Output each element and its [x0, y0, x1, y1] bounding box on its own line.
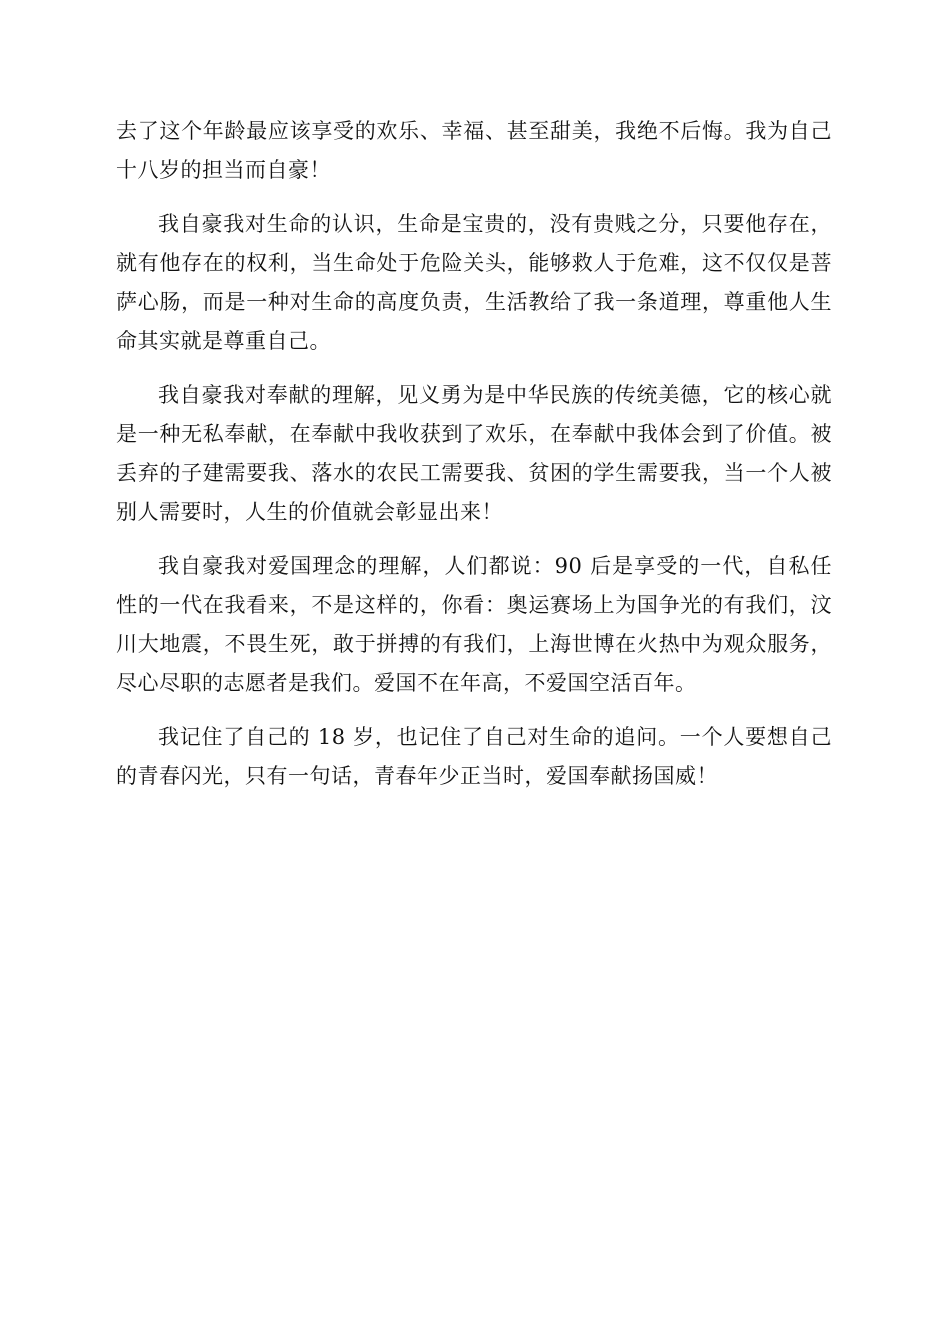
- paragraph-continuation: 去了这个年龄最应该享受的欢乐、幸福、甚至甜美，我绝不后悔。我为自己十八岁的担当而自豪！: [116, 119, 832, 182]
- paragraph-dedication: 我自豪我对奉献的理解，见义勇为是中华民族的传统美德，它的核心就是一种无私奉献，在奉献中我收获到了欢乐，在奉献中我体会到了价值。被丢弃的子建需要我、落水的农民工需要我、贫困的学生需要我，当一个人被别人需要时，人生的价值就会彰显出来！: [116, 383, 832, 524]
- paragraph-life: 我自豪我对生命的认识，生命是宝贵的，没有贵贱之分，只要他存在，就有他存在的权利，当生命处于危险关头，能够救人于危难，这不仅仅是菩萨心肠，而是一种对生命的高度负责，生活教给了我一条道理，尊重他人生命其实就是尊重自己。: [116, 212, 832, 353]
- document-body: [116, 112, 832, 811]
- paragraph-conclusion: 我记住了自己的 18 岁，也记住了自己对生命的追问。一个人要想自己的青春闪光，只有一句话，青春年少正当时，爱国奉献扬国威！: [116, 725, 832, 788]
- paragraph-patriotism: 我自豪我对爱国理念的理解，人们都说：90 后是享受的一代，自私任性的一代在我看来，不是这样的，你看：奥运赛场上为国争光的有我们，汶川大地震，不畏生死，敢于拼搏的有我们，上海世博在火热中为观众服务，尽心尽职的志愿者是我们。爱国不在年高，不爱国空活百年。: [116, 554, 832, 695]
